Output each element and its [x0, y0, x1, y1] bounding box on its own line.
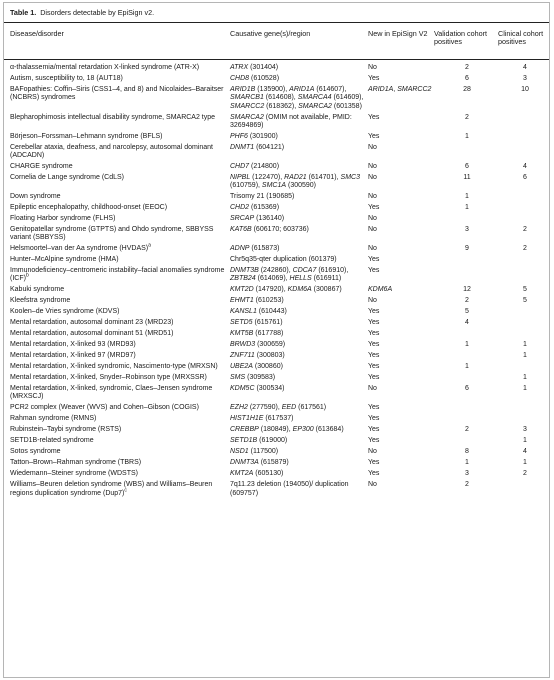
clinical-cell: 2: [523, 226, 527, 234]
clinical-cell: 3: [523, 75, 527, 83]
new-cell: Yes: [368, 352, 380, 360]
table-row: [10, 143, 550, 162]
gene-cell: KAT6B (606170; 603736): [230, 226, 309, 234]
disease-cell: Mental retardation, X-linked, syndromic, Claes–Jensen syndrome (MRXSCJ): [10, 385, 213, 401]
clinical-cell: 1: [523, 341, 527, 349]
clinical-cell: 10: [521, 86, 529, 94]
gene-cell: CREBBP (180849), EP300 (613684): [230, 426, 344, 434]
new-cell: Yes: [368, 363, 380, 371]
disorders-table: [10, 63, 550, 499]
table-row: [10, 85, 550, 112]
disease-cell: Tatton–Brown–Rahman syndrome (TBRS): [10, 459, 142, 467]
disease-cell: BAFopathies: Coffin–Siris (CSS1–4, and 8) and Nicolaides–Baraitser (NCBRS) syndromes: [10, 86, 224, 102]
validation-cell: [434, 266, 500, 285]
table-row: [10, 255, 550, 266]
clinical-cell: 1: [523, 374, 527, 382]
table-row: [10, 329, 550, 340]
clinical-cell: 3: [523, 426, 527, 434]
new-cell: No: [368, 162, 377, 170]
disease-cell: Koolen–de Vries syndrome (KDVS): [10, 308, 120, 316]
table-row: [10, 318, 550, 329]
clinical-cell: [500, 192, 550, 203]
validation-cell: 1: [465, 193, 469, 201]
disease-cell: Mental retardation, X-linked 97 (MRD97): [10, 352, 136, 360]
gene-cell: NSD1 (117500): [230, 448, 279, 456]
clinical-cell: 2: [523, 470, 527, 478]
gene-cell: Trisomy 21 (190685): [230, 193, 295, 201]
validation-cell: [434, 414, 500, 425]
validation-cell: [434, 373, 500, 384]
gene-cell: CHD8 (610528): [230, 75, 280, 83]
clinical-cell: 1: [523, 437, 527, 445]
clinical-cell: 5: [523, 297, 527, 305]
gene-cell: SETD1B (619000): [230, 437, 288, 445]
disease-cell: Wiedemann–Steiner syndrome (WDSTS): [10, 470, 138, 478]
validation-cell: 9: [465, 245, 469, 253]
gene-cell: DNMT1 (604121): [230, 143, 285, 151]
disease-cell: Rubinstein–Taybi syndrome (RSTS): [10, 426, 122, 434]
gene-cell: ZNF711 (300803): [230, 352, 285, 360]
clinical-cell: 4: [523, 448, 527, 456]
validation-cell: 6: [465, 75, 469, 83]
disease-cell: Mental retardation, X-linked 93 (MRD93): [10, 341, 136, 349]
new-cell: Yes: [368, 341, 380, 349]
clinical-cell: [500, 214, 550, 225]
disease-cell: SETD1B-related syndrome: [10, 437, 94, 445]
gene-cell: KMT5B (617788): [230, 330, 284, 338]
table-row: [10, 266, 550, 285]
new-cell: Yes: [368, 459, 380, 467]
gene-cell: UBE2A (300860): [230, 363, 283, 371]
disease-cell: Mental retardation, X-linked, Snyder–Robinson type (MRXSSR): [10, 374, 207, 382]
table-row: [10, 362, 550, 373]
clinical-cell: 6: [523, 173, 527, 181]
disease-cell: Autism, susceptibility to, 18 (AUT18): [10, 75, 123, 83]
clinical-cell: 1: [523, 385, 527, 393]
gene-cell: KANSL1 (610443): [230, 308, 287, 316]
gene-cell: HIST1H1E (617537): [230, 415, 294, 423]
gene-cell: SRCAP (136140): [230, 215, 285, 223]
table-row: [10, 469, 550, 480]
table-row: [10, 340, 550, 351]
disease-cell: Cerebellar ataxia, deafness, and narcolepsy, autosomal dominant (ADCADN): [10, 143, 213, 159]
clinical-cell: 4: [523, 162, 527, 170]
new-cell: Yes: [368, 404, 380, 412]
clinical-cell: [500, 480, 550, 499]
new-cell: Yes: [368, 437, 380, 445]
validation-cell: 4: [465, 319, 469, 327]
clinical-cell: [500, 329, 550, 340]
clinical-cell: 1: [523, 352, 527, 360]
gene-cell: ADNP (615873): [230, 245, 280, 253]
table-caption: [10, 8, 154, 17]
validation-cell: [434, 436, 500, 447]
header-new: New in EpiSign V2: [368, 29, 428, 38]
table-row: [10, 373, 550, 384]
new-cell: No: [368, 226, 377, 234]
clinical-cell: [500, 414, 550, 425]
new-cell: No: [368, 297, 377, 305]
validation-cell: 1: [465, 132, 469, 140]
validation-cell: 1: [465, 363, 469, 371]
validation-cell: 6: [465, 162, 469, 170]
clinical-cell: [500, 307, 550, 318]
disorders-table-body: [10, 63, 550, 499]
table-caption-text: Disorders detectable by EpiSign v2.: [40, 8, 155, 17]
clinical-cell: 5: [523, 286, 527, 294]
new-cell: Yes: [368, 267, 380, 275]
gene-cell: CHD2 (615369): [230, 204, 280, 212]
disease-cell: α-thalassemia/mental retardation X-linked syndrome (ATR-X): [10, 64, 200, 72]
new-cell: Yes: [368, 256, 380, 264]
top-rule: [4, 22, 549, 23]
new-cell: Yes: [368, 132, 380, 140]
validation-cell: [434, 329, 500, 340]
clinical-cell: 4: [523, 64, 527, 72]
table-row: [10, 458, 550, 469]
table-row: [10, 74, 550, 85]
gene-cell: KMT2A (605130): [230, 470, 284, 478]
new-cell: No: [368, 64, 377, 72]
gene-cell: KDM5C (300534): [230, 385, 285, 393]
new-cell: Yes: [368, 308, 380, 316]
validation-cell: [434, 403, 500, 414]
gene-cell: DNMT3A (615879): [230, 459, 289, 467]
new-cell: Yes: [368, 75, 380, 83]
clinical-cell: [500, 203, 550, 214]
new-cell: Yes: [368, 319, 380, 327]
disease-cell: Blepharophimosis intellectual disability syndrome, SMARCA2 type: [10, 113, 216, 121]
clinical-cell: [500, 403, 550, 414]
table-page: [3, 2, 550, 678]
new-cell: No: [368, 245, 377, 253]
new-cell: No: [368, 143, 377, 151]
gene-cell: SMARCA2 (OMIM not available, PMID: 32694869): [230, 113, 352, 129]
header-validation: Validation cohort positives: [434, 29, 488, 47]
clinical-cell: [500, 318, 550, 329]
validation-cell: 2: [465, 426, 469, 434]
clinical-cell: [500, 362, 550, 373]
validation-cell: 12: [463, 286, 471, 294]
validation-cell: 2: [465, 297, 469, 305]
new-cell: Yes: [368, 374, 380, 382]
new-cell: Yes: [368, 415, 380, 423]
validation-cell: 2: [465, 64, 469, 72]
validation-cell: 28: [463, 86, 471, 94]
header-gene: Causative gene(s)/region: [230, 29, 311, 38]
table-row: [10, 384, 550, 403]
disease-cell: Rahman syndrome (RMNS): [10, 415, 97, 423]
clinical-cell: [500, 143, 550, 162]
new-cell: Yes: [368, 204, 380, 212]
validation-cell: [434, 143, 500, 162]
disease-cell: Helsmoortel–van der Aa syndrome (HVDAS)$^a$: [10, 242, 151, 253]
validation-cell: 5: [465, 308, 469, 316]
new-cell: Yes: [368, 470, 380, 478]
new-cell: No: [368, 173, 377, 181]
table-row: [10, 285, 550, 296]
gene-cell: BRWD3 (300659): [230, 341, 286, 349]
table-row: [10, 162, 550, 173]
validation-cell: [434, 214, 500, 225]
header-clinical: Clinical cohort positives: [498, 29, 544, 47]
gene-cell: ATRX (301404): [230, 64, 279, 72]
table-row: [10, 214, 550, 225]
disease-cell: PCR2 complex (Weaver (WVS) and Cohen–Gibson (COGIS): [10, 404, 199, 412]
gene-cell: KMT2D (147920), KDM6A (300867): [230, 286, 342, 294]
table-row: [10, 244, 550, 255]
table-row: [10, 203, 550, 214]
disease-cell: Genitopatellar syndrome (GTPTS) and Ohdo syndrome, SBBYSS variant (SBBYSS): [10, 226, 214, 242]
new-cell: No: [368, 448, 377, 456]
disease-cell: Mental retardation, autosomal dominant 23 (MRD23): [10, 319, 174, 327]
validation-cell: 2: [465, 481, 469, 489]
disease-cell: Sotos syndrome: [10, 448, 61, 456]
validation-cell: [434, 351, 500, 362]
footnote-marker: b: [25, 273, 29, 280]
validation-cell: 1: [465, 459, 469, 467]
table-row: [10, 403, 550, 414]
disease-cell: Williams–Beuren deletion syndrome (WBS) and Williams–Beuren regions duplication syndrome $(Dup7)^c$: [10, 481, 213, 497]
disease-cell: Floating Harbor syndrome (FLHS): [10, 215, 116, 223]
gene-cell: PHF6 (301900): [230, 132, 278, 140]
disease-cell: Epileptic encephalopathy, childhood-onset (EEOC): [10, 204, 168, 212]
table-row: [10, 192, 550, 203]
header-rule: [4, 59, 549, 60]
gene-cell: DNMT3B (242860), CDCA7 (616910), ZBTB24 (614069), HELLS (616911): [230, 267, 349, 283]
table-row: [10, 414, 550, 425]
disease-cell: Cornelia de Lange syndrome (CdLS): [10, 173, 125, 181]
validation-cell: 1: [465, 341, 469, 349]
new-cell: No: [368, 481, 377, 489]
header-disease: Disease/disorder: [10, 29, 64, 38]
table-row: [10, 447, 550, 458]
validation-cell: 6: [465, 385, 469, 393]
new-cell: Yes: [368, 330, 380, 338]
table-row: [10, 63, 550, 74]
gene-cell: Chr5q35-qter duplication (601379): [230, 256, 337, 264]
disease-cell: CHARGE syndrome: [10, 162, 73, 170]
validation-cell: 3: [465, 226, 469, 234]
clinical-cell: 1: [523, 459, 527, 467]
gene-cell: ARID1B (135900), ARID1A (614607), SMARCB1 (614608), SMARCA4 (614609), SMARCC2 (618362), SMARCA2 (601358): [230, 86, 364, 110]
gene-cell: CHD7 (214800): [230, 162, 280, 170]
gene-cell: 7q11.23 deletion (194050)/ duplication (609757): [230, 481, 349, 497]
gene-cell: NIPBL (122470), RAD21 (614701), SMC3 (610759), SMC1A (300590): [230, 173, 360, 190]
disease-cell: Mental retardation, autosomal dominant 51 (MRD51): [10, 330, 174, 338]
gene-cell: SETD5 (615761): [230, 319, 283, 327]
clinical-cell: [500, 255, 550, 266]
validation-cell: 11: [463, 173, 471, 181]
table-row: [10, 173, 550, 192]
validation-cell: [434, 255, 500, 266]
gene-cell: EHMT1 (610253): [230, 297, 284, 305]
new-cell: No: [368, 215, 377, 223]
table-row: [10, 351, 550, 362]
new-cell: KDM6A: [368, 286, 393, 294]
disease-cell: Börjeson–Forssman–Lehmann syndrome (BFLS): [10, 132, 163, 140]
table-row: [10, 425, 550, 436]
new-cell: No: [368, 193, 377, 201]
new-cell: No: [368, 385, 377, 393]
footnote-marker: a: [148, 242, 151, 249]
table-row: [10, 132, 550, 143]
clinical-cell: [500, 112, 550, 131]
new-cell: Yes: [368, 113, 380, 121]
table-caption-label: Table 1.: [10, 8, 37, 17]
table-row: [10, 436, 550, 447]
footnote-marker: c: [124, 487, 127, 494]
gene-cell: EZH2 (277590), EED (617561): [230, 404, 327, 412]
clinical-cell: 2: [523, 245, 527, 253]
clinical-cell: [500, 132, 550, 143]
validation-cell: 8: [465, 448, 469, 456]
clinical-cell: [500, 266, 550, 285]
table-row: [10, 296, 550, 307]
disease-cell: Immunodeficiency–centromeric instability–facial anomalies syndrome (ICF)$^b$: [10, 267, 225, 283]
table-row: [10, 112, 550, 131]
table-row: [10, 307, 550, 318]
disease-cell: Kabuki syndrome: [10, 286, 65, 294]
validation-cell: 3: [465, 470, 469, 478]
disease-cell: Hunter–McAlpine syndrome (HMA): [10, 256, 119, 264]
gene-cell: SMS (309583): [230, 374, 276, 382]
table-row: [10, 480, 550, 499]
disease-cell: Down syndrome: [10, 193, 61, 201]
validation-cell: 2: [465, 113, 469, 121]
table-row: [10, 225, 550, 244]
validation-cell: 1: [465, 204, 469, 212]
disease-cell: Kleefstra syndrome: [10, 297, 71, 305]
new-cell: ARID1A, SMARCC2: [368, 86, 432, 94]
new-cell: Yes: [368, 426, 380, 434]
disease-cell: Mental retardation, X-linked syndromic, Nascimento-type (MRXSN): [10, 363, 218, 371]
